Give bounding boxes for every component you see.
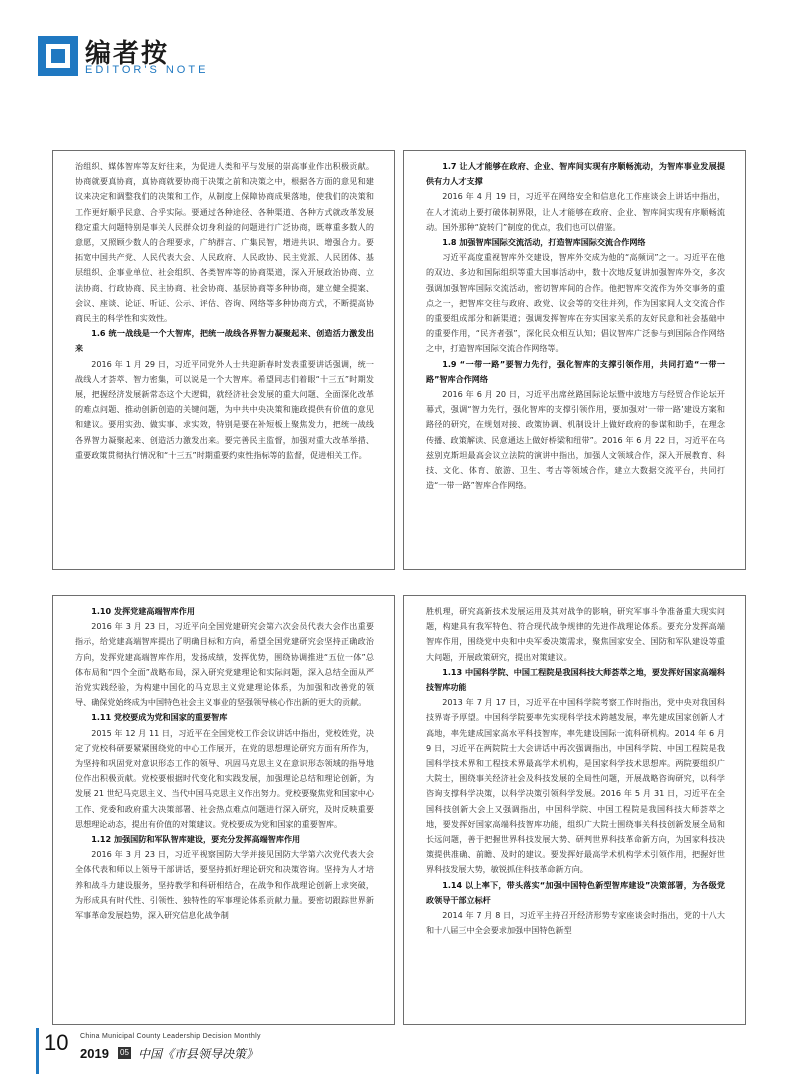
section-heading: 1.10 发挥党建高端智库作用 <box>91 606 195 616</box>
text-panel-top-left <box>52 150 395 570</box>
section-heading: 1.8 加强智库国际交流活动，打造智库国际交流合作网络 <box>442 237 646 248</box>
section-heading: 1.6 统一战线是一个大智库，把统一战线各界智力凝聚起来、创造活力激发出来 <box>75 328 374 354</box>
paragraph: 2016 年 3 月 23 日，习近平视察国防大学并接见国防大学第六次党代表大会全体代表和师以上领导干部讲话，要坚持抓好理论研究和决策咨询。坚持为人才培养和战斗力建设服务，坚持教学和科研相结合，在战争和作战理论创新上求突破，为形成具有时代性、引领性、独特性的军事理论体系贡献力量。要密切跟踪世界新军事革命发展趋势，深入研究信息化战争制 <box>75 849 374 921</box>
section-heading: 1.12 加强国防和军队智库建设，要充分发挥高端智库作用 <box>91 834 301 845</box>
paragraph-continued: 胜机理，研究高新技术发展运用及其对战争的影响，研究军事斗争准备重大现实问题，构建具有我军特色、符合现代战争规律的先进作战理论体系。要充分发挥高端智库作用，围绕党中央和中央军委决策需求，聚焦国家安全、国防和军队建设等重大问题，开展政策研究，提出对策建议。 <box>426 606 725 662</box>
page-number: 10 <box>44 1030 69 1055</box>
section-heading: 1.11 党校要成为党和国家的重要智库 <box>91 712 228 723</box>
editors-note-logo-icon <box>38 36 78 76</box>
text-panel-bottom-left <box>52 595 395 1025</box>
paragraph: 2015 年 12 月 11 日，习近平在全国党校工作会议讲话中指出，党校姓党，决定了党校科研要紧紧围绕党的中心工作展开，在党的思想理论研究方面有所作为，为坚持和巩固党对意识形态工作的领导、巩固马克思主义在意识形态领域的指导地位作出积极贡献。党校要根据时代变化和实践发展，加强理论总结和理论创新，为发展 21 世纪马克思主义、当代中国马克思主义作出努力。党校要聚焦党和国家中心工作、党委和政府重大决策部署、社会热点难点问题进行深入研究，及时反映重要思想理论动态，提出有价值的对策建议。党校要成为党和国家的重要智库。 <box>75 727 374 829</box>
section-heading: 1.9 “一带一路”要智力先行，强化智库的支撑引领作用，共同打造“一带一路”智库合作网络 <box>426 358 725 384</box>
paragraph: 2016 年 1 月 29 日，习近平同党外人士共迎新春时发表重要讲话强调，统一战线人才荟萃、智力密集，可以说是一个大智库。希望同志们着眼“十三五”时期发展，把握经济发展新常态这个大逻辑，就经济社会发展的重大问题、全面深化改革的难点问题、推动创新创造的关键问题，为中共中央决策和施政提供有价值的意见和建议。要用实劲、做实事、求实效，特别是要在补短板上聚焦发力，把统一战线各界智力凝聚起来、创造活力激发出来。要完善民主监督，加强对重大改革举措、重要政策贯彻执行情况和“十三五”时期重要约束性指标等的监督，促进相关工作。 <box>75 358 374 460</box>
paragraph: 2014 年 7 月 8 日，习近平主持召开经济形势专家座谈会时指出，党的十八大和十八届三中全会要求加强中国特色新型 <box>426 910 725 936</box>
section-heading: 1.13 中国科学院、中国工程院是我国科技大师荟萃之地，要发挥好国家高端科技智库功能 <box>426 666 725 693</box>
paragraph: 2016 年 4 月 19 日，习近平在网络安全和信息化工作座谈会上讲话中指出，在人才流动上要打破体制界限，让人才能够在政府、企业、智库间实现有序顺畅流动。国外那种“旋转门”制度的优点，我们也可以借鉴。 <box>426 191 725 232</box>
paragraph-continued: 治组织、媒体智库等友好往来，为促进人类和平与发展的崇高事业作出积极贡献。协商就要真协商，真协商就要协商于决策之前和决策之中，根据各方面的意见和建议来决定和调整我们的决策和工作，从制度上保障协商成果落地，使我们的决策和工作更好顺乎民意、合乎实际。要通过各种途径、各种渠道、各种方式就改革发展稳定重大问题特别是事关人民群众切身利益的问题进行广泛协商，既尊重多数人的意愿，又照顾少数人的合理要求，广纳群言、广集民智，增进共识、增强合力。要拓宽中国共产党、人民代表大会、人民政府、人民政协、民主党派、人民团体、基层组织、企事业单位、社会组织、各类智库等的协商渠道，深入开展政治协商、立法协商、行政协商、民主协商、社会协商、基层协商等多种协商，建立健全提案、会议、座谈、论证、听证、公示、评估、咨询、网络等多种协商方式，不断提高协商民主的科学性和实效性。 <box>75 161 374 324</box>
paragraph: 习近平高度重视智库外交建设，智库外交成为他的“高频词”之一。习近平在他的双边、多边和国际组织等重大国事活动中，数十次地反复讲加强智库外交，多次强调加强智库国际交流活动，密切智库间的合作。他把智库交流作为外交事务的重点之一，把智库交往与政府、政党、议会等的交往并列，作为国家间人文交流合作的重要组成部分和新渠道；强调发挥智库在夯实国家关系的友好民意和社会基础中的重要作用，“民齐者强”，深化民众相互认知；倡议智库广泛参与到国际合作网络之中，打造智库国际交流合作网络等。 <box>426 252 725 354</box>
page-title: 编者按 <box>85 39 170 69</box>
magazine-name-en: China Municipal County Leadership Decision Monthly <box>80 1033 261 1040</box>
text-panel-bottom-right <box>403 595 746 1025</box>
issue-year: 2019 <box>80 1046 109 1061</box>
paragraph: 2016 年 6 月 20 日，习近平出席丝路国际论坛暨中波地方与经贸合作论坛开幕式，强调“智力先行，强化智库的支撑引领作用，要加强对‘一带一路’建设方案和路径的研究，在规划对接、政策协调、机制设计上做好政府的参谋和助手，在理念传播、政策解读、民意通达上做好桥梁和纽带”。2016 年 6 月 22 日，习近平在乌兹别克斯坦最高会议立法院的演讲中指出，加强人文领域合作，深入开展教育、科技、文化、体育、旅游、卫生、考古等领域合作，建立大数据交流平台，共同打造“一带一路”智库合作网络。 <box>426 389 725 491</box>
magazine-name-cn: 中国《市县领导决策》 <box>138 1047 259 1061</box>
footer-accent-bar <box>36 1028 39 1074</box>
paragraph: 2016 年 3 月 23 日，习近平向全国党建研究会第六次会员代表大会作出重要指示，给党建高端智库提出了明确目标和方向，希望全国党建研究会坚持正确政治方向，发挥党建高端智库作用，发扬成绩，发挥优势，围绕协调推进“五位一体”总体布局和“四个全面”战略布局，深入研究党建理论和实际问题，深入总结全面从严治党实践经验，为构建中国化的马克思主义党建理论体系，为加强和改善党的领导、确保党始终成为中国特色社会主义事业的坚强领导核心作出新的更大的贡献。 <box>75 621 374 708</box>
page-subtitle: EDITOR'S NOTE <box>85 64 209 76</box>
paragraph: 2013 年 7 月 17 日，习近平在中国科学院考察工作时指出，党中央对我国科技界寄予厚望。中国科学院要率先实现科学技术跨越发展，率先建成国家创新人才高地，率先建成国家高水平科技智库，率先建设国际一流科研机构。2014 年 6 月 9 日，习近平在两院院士大会讲话中再次强调指出，中国科学院、中国工程院是我国科学技术界和工程技术界最高学术机构，是国家科学技术思想库。两院要组织广大院士，围绕事关经济社会及科技发展的全局性问题，开展战略咨询研究，以科学咨询支撑科学决策，以科学决策引领科学发展。2016 年 5 月 31 日，习近平在全国科技创新大会上又强调指出，中国科学院、中国工程院是我国科技大师荟萃之地，要发挥好国家高端科技智库功能，组织广大院士围绕事关科技创新发展全局和长远问题，善于把握世界科技发展大势、研判世界科技革命新方向，为国家科技决策提供准确、前瞻、及时的建议。要发挥好最高学术机构学术引领作用，把握好世界科技发展大势，敏锐抓住科技革命新方向。 <box>426 697 725 875</box>
section-heading: 1.14 以上率下，带头落实“加强中国特色新型智库建设”决策部署，为各级党政领导干部立标杆 <box>426 879 725 905</box>
text-panel-top-right <box>403 150 746 570</box>
section-heading: 1.7 让人才能够在政府、企业、智库间实现有序顺畅流动，为智库事业发展提供有力人才支撑 <box>426 161 725 187</box>
issue-number: 05 <box>120 1048 129 1057</box>
